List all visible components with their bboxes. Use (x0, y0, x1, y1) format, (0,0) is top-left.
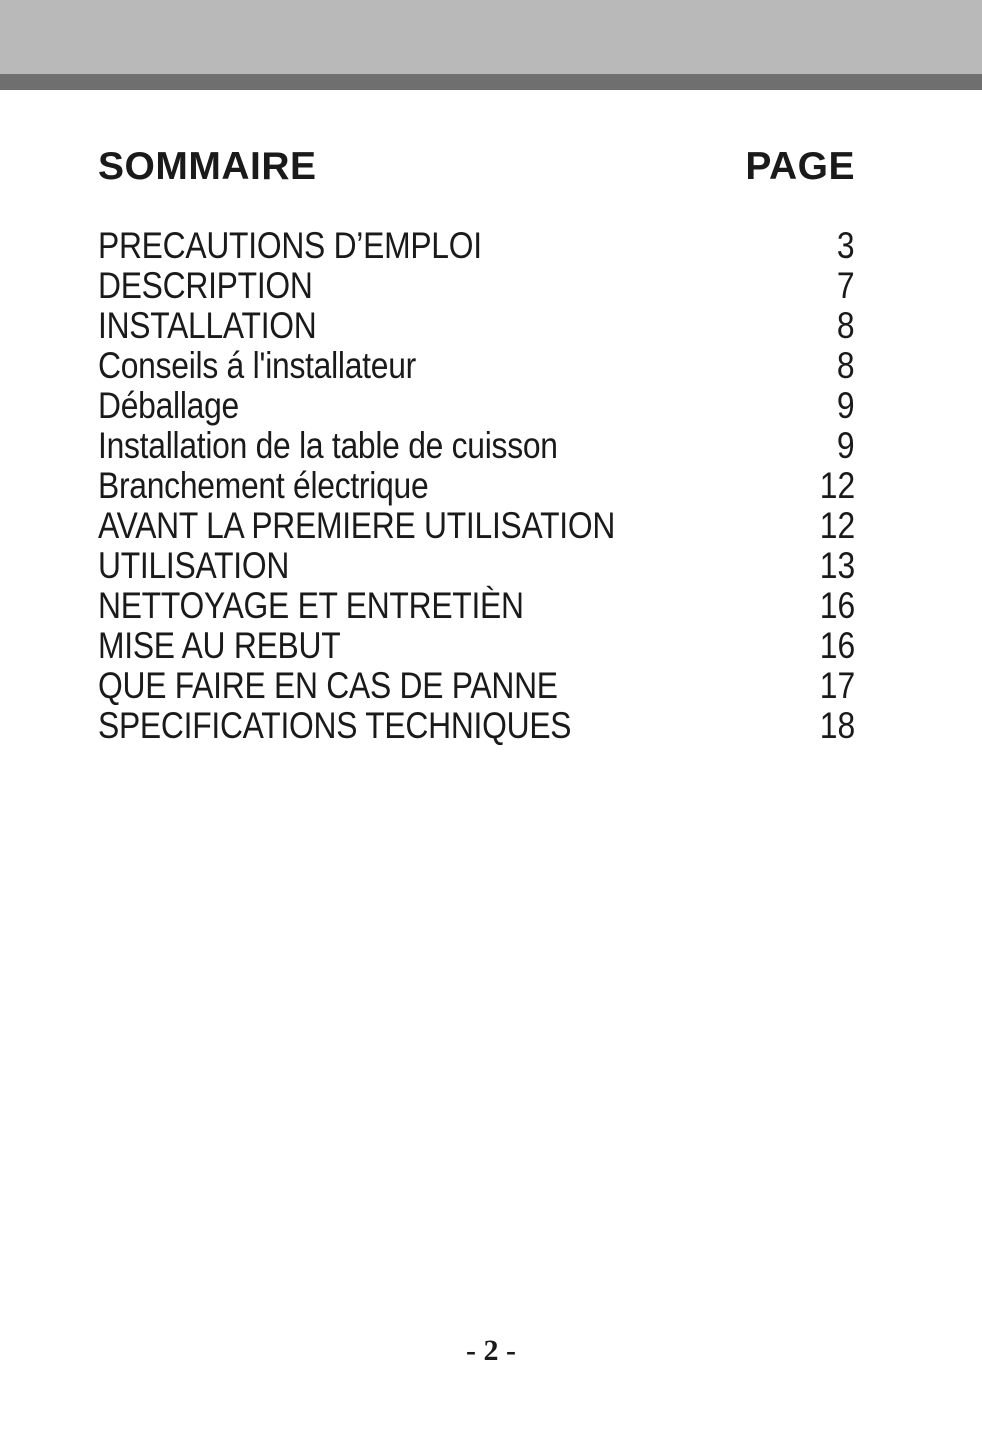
table-of-contents (98, 226, 855, 746)
toc-page-column-label: PAGE (745, 145, 855, 188)
toc-header (98, 143, 855, 191)
page-number: - 2 - (466, 1334, 516, 1367)
toc-entry-label: UTILISATION (98, 545, 290, 586)
toc-entry-label: Installation de la table de cuisson (98, 425, 558, 466)
toc-entry[interactable] (98, 506, 855, 546)
toc-entry[interactable] (98, 626, 855, 666)
toc-entry-label: Conseils á l'installateur (98, 345, 416, 386)
toc-entry[interactable] (98, 386, 855, 426)
toc-entry-page: 12 (819, 465, 855, 506)
toc-entry-page: 8 (837, 305, 855, 346)
toc-entry[interactable] (98, 226, 855, 266)
toc-entry[interactable] (98, 706, 855, 746)
toc-entry[interactable] (98, 346, 855, 386)
toc-entry-page: 8 (837, 345, 855, 386)
toc-entry[interactable] (98, 266, 855, 306)
toc-entry-page: 9 (837, 385, 855, 426)
toc-entry-label: NETTOYAGE ET ENTRETIÈN (98, 585, 524, 626)
toc-entry-label: Déballage (98, 385, 239, 426)
toc-entry-label: Branchement électrique (98, 465, 429, 506)
toc-entry[interactable] (98, 546, 855, 586)
toc-entry[interactable] (98, 586, 855, 626)
toc-entry-page: 3 (837, 225, 855, 266)
toc-entry[interactable] (98, 666, 855, 706)
toc-entry-label: SPECIFICATIONS TECHNIQUES (98, 705, 572, 746)
header-band (0, 0, 982, 74)
toc-entry-label: MISE AU REBUT (98, 625, 341, 666)
toc-title: SOMMAIRE (98, 145, 317, 188)
toc-entry[interactable] (98, 466, 855, 506)
toc-entry-page: 12 (819, 505, 855, 546)
toc-entry-label: QUE FAIRE EN CAS DE PANNE (98, 665, 558, 706)
toc-entry-label: AVANT LA PREMIERE UTILISATION (98, 505, 616, 546)
toc-entry-label: PRECAUTIONS D’EMPLOI (98, 225, 482, 266)
toc-entry-page: 17 (819, 665, 855, 706)
header-rule (0, 74, 982, 90)
toc-entry[interactable] (98, 306, 855, 346)
toc-entry-page: 9 (837, 425, 855, 466)
toc-entry-page: 13 (819, 545, 855, 586)
toc-entry-page: 7 (837, 265, 855, 306)
toc-entry-page: 18 (819, 705, 855, 746)
toc-entry-page: 16 (819, 625, 855, 666)
toc-entry-label: DESCRIPTION (98, 265, 313, 306)
toc-entry-page: 16 (819, 585, 855, 626)
toc-entry-label: INSTALLATION (98, 305, 317, 346)
toc-entry[interactable] (98, 426, 855, 466)
